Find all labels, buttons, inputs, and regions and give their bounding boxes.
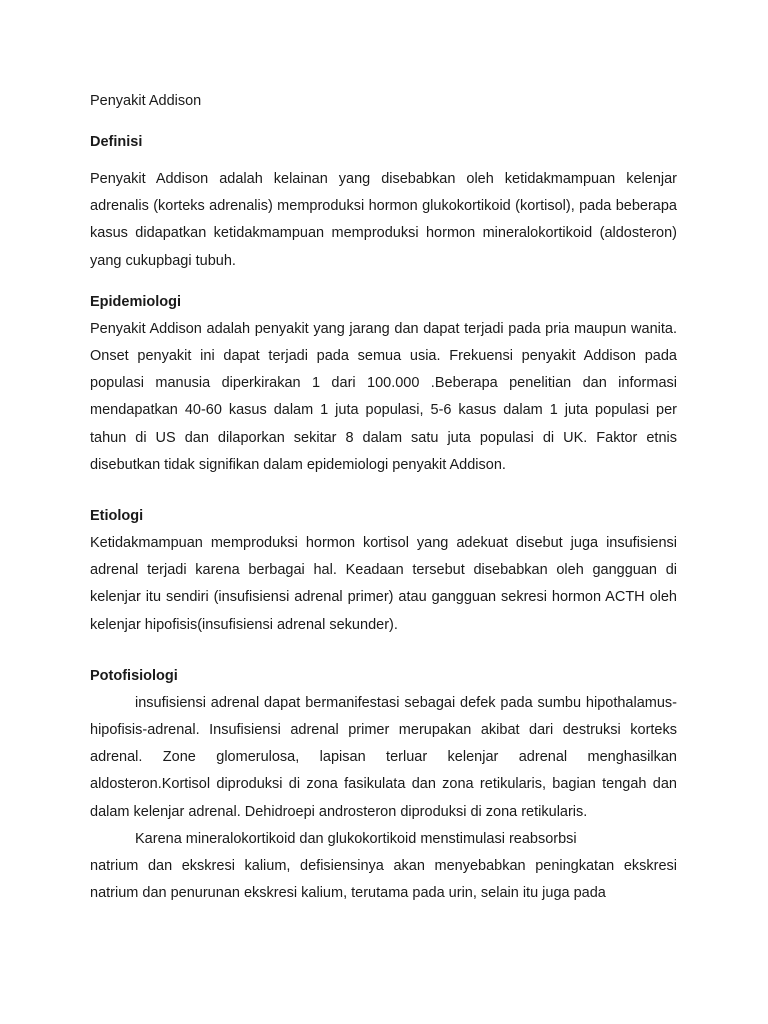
heading-etiologi: Etiologi — [90, 508, 144, 525]
document-page — [90, 88, 677, 907]
paragraph-patofisiologi-2-first-line: Karena mineralokortikoid dan glukokortikoid menstimulasi reabsorbsi — [135, 830, 577, 847]
paragraph-definisi: Penyakit Addison adalah kelainan yang disebabkan oleh ketidakmampuan kelenjar adrenalis (korteks adrenalis) memproduksi hormon glukokortikoid (kortisol), pada beberapa kasus didapatkan ketidakmampuan memproduksi hormon mineralokortikoid (aldosteron) yang cukupbagi tubuh. — [90, 171, 677, 269]
heading-patofisiologi: Potofisiologi — [90, 667, 178, 684]
heading-epidemiologi: Epidemiologi — [90, 293, 182, 310]
paragraph-epidemiologi: Penyakit Addison adalah penyakit yang jarang dan dapat terjadi pada pria maupun wanita. Onset penyakit ini dapat terjadi pada semua usia. Frekuensi penyakit Addison pada populasi manusia diperkirakan 1 dari 100.000 .Beberapa penelitian dan informasi mendapatkan 40-60 kasus dalam 1 juta populasi, 5-6 kasus dalam 1 juta populasi per tahun di US dan dilaporkan sekitar 8 dalam satu juta populasi di UK. Faktor etnis disebutkan tidak signifikan dalam epidemiologi penyakit Addison. — [90, 320, 677, 473]
paragraph-patofisiologi-1: insufisiensi adrenal dapat bermanifestasi sebagai defek pada sumbu hipothalamus-hipofisis-adrenal. Insufisiensi adrenal primer merupakan akibat dari destruksi korteks adrenal. Zone glomerulosa, lapisan terluar kelenjar adrenal menghasilkan aldosteron.Kortisol diproduksi di zona fasikulata dan zona retikularis, bagian tengah dan dalam kelenjar adrenal. Dehidroepi androsteron diproduksi di zona retikularis. — [90, 694, 677, 820]
paragraph-etiologi: Ketidakmampuan memproduksi hormon kortisol yang adekuat disebut juga insufisiensi adrenal terjadi karena berbagai hal. Keadaan tersebut disebabkan oleh gangguan di kelenjar itu sendiri (insufisiensi adrenal primer) atau gangguan sekresi hormon ACTH oleh kelenjar hipofisis(insufisiensi adrenal sekunder). — [90, 535, 677, 633]
paragraph-patofisiologi-2-rest: natrium dan ekskresi kalium, defisiensinya akan menyebabkan peningkatan ekskresi natrium dan penurunan ekskresi kalium, terutama pada urin, selain itu juga pada — [90, 858, 677, 902]
document-title: Penyakit Addison — [90, 93, 202, 109]
heading-definisi: Definisi — [90, 134, 143, 150]
